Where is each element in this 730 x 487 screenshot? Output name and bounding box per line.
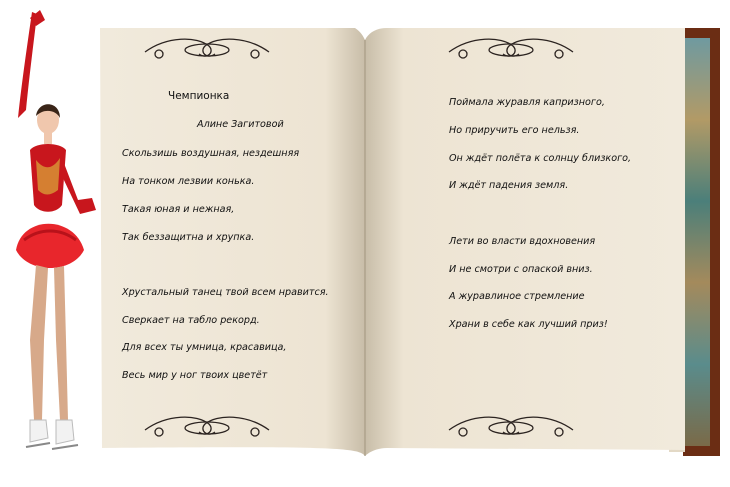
poem-line: Весь мир у ног твоих цветёт	[122, 370, 268, 381]
poem-line: А журавлиное стремление	[449, 291, 585, 302]
poem-line: Он ждёт полёта к солнцу близкого,	[449, 153, 632, 164]
poem-line: И ждёт падения земля.	[449, 180, 569, 191]
poem-line: Хрустальный танец твой всем нравится.	[122, 287, 329, 298]
poem-dedication: Алине Загитовой	[197, 119, 284, 130]
poem-line: Но приручить его нельзя.	[449, 125, 580, 136]
poem-line: И не смотри с опаской вниз.	[449, 264, 593, 275]
figure-skater-illustration	[0, 0, 98, 470]
poem-line: На тонком лезвии конька.	[122, 176, 255, 187]
poem-title: Чемпионка	[168, 90, 230, 102]
poem-line: Скользишь воздушная, нездешняя	[122, 148, 300, 159]
poem-line: Лети во власти вдохновения	[449, 236, 596, 247]
poem-line: Поймала журавля капризного,	[449, 97, 605, 108]
poem-line: Для всех ты умница, красавица,	[122, 342, 287, 353]
poem-line: Храни в себе как лучший приз!	[449, 319, 608, 330]
poem-line: Так беззащитна и хрупка.	[122, 232, 255, 243]
marbled-edge	[684, 38, 710, 446]
poem-line: Такая юная и нежная,	[122, 204, 235, 215]
poem-line: Сверкает на табло рекорд.	[122, 315, 260, 326]
